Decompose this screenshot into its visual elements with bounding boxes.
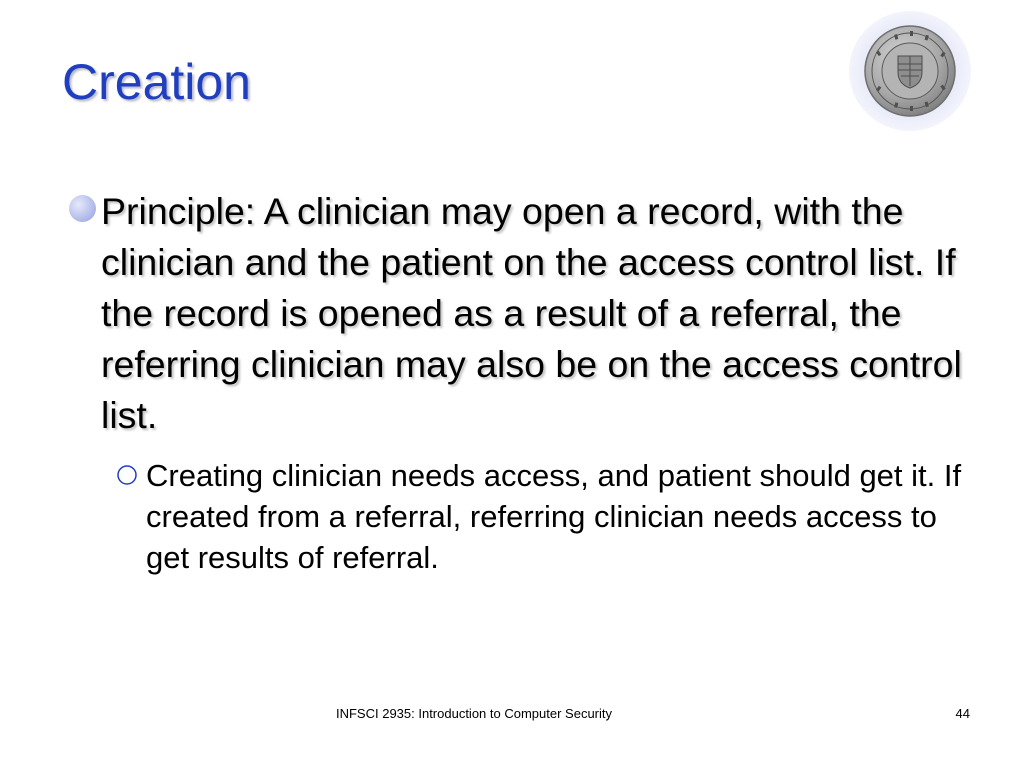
sub-bullet-text: Creating clinician needs access, and patient should get it. If created from a referral, referring clinician needs access to get results of referral.: [146, 458, 962, 575]
slide-body: [68, 186, 968, 578]
footer-page-number: 44: [955, 706, 970, 721]
bullet-level-1: [68, 186, 968, 441]
seal-graphic: [848, 10, 972, 132]
footer-course-title: INFSCI 2935: Introduction to Computer Security: [335, 706, 612, 721]
university-seal-logo: [848, 10, 972, 132]
slide-title: Creation: [62, 54, 251, 110]
hollow-circle-bullet-icon: [115, 463, 139, 487]
bullet-level-2: [115, 455, 968, 578]
filled-circle-bullet-icon: [68, 194, 97, 223]
bullet-text: Principle: A clinician may open a record, with the clinician and the patient on the access control list. If the record is opened as a result of a referral, the referring clinician may also be on the access control list.: [101, 190, 962, 436]
